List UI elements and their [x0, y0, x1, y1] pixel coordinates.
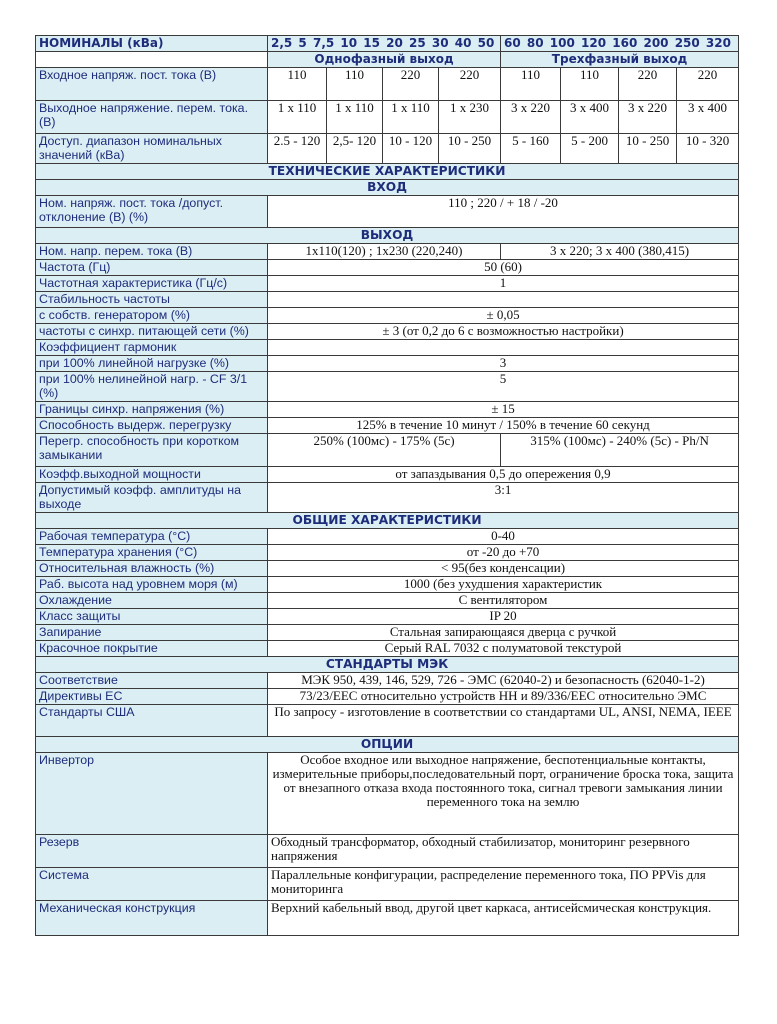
section-general: [36, 513, 739, 529]
spec-row: [36, 356, 739, 372]
row-label: Входное напряж. пост. тока (В): [36, 68, 268, 101]
single-phase-output: Однофазный выход: [268, 52, 501, 68]
row-value: 1 х 110: [327, 101, 383, 134]
row-value: 1000 (без ухудшения характеристик: [268, 577, 739, 593]
row-value: ± 3 (от 0,2 до 6 с возможностью настройки): [268, 324, 739, 340]
row-value: 3 х 400: [561, 101, 619, 134]
row-value: 220: [383, 68, 439, 101]
row-label: Выходное напряжение. перем. тока. (В): [36, 101, 268, 134]
row-value: 2.5 - 120: [268, 134, 327, 164]
row-value: 3 х 220: [501, 101, 561, 134]
row-label: Запирание: [36, 625, 268, 641]
row-value: ± 0,05: [268, 308, 739, 324]
options-row: [36, 835, 739, 868]
row-label: с собств. генератором (%): [36, 308, 268, 324]
row-label: Директивы ЕС: [36, 689, 268, 705]
spec-row: [36, 418, 739, 434]
spec-row: [36, 372, 739, 402]
row-value-single-phase: 1х110(120) ; 1х230 (220,240): [268, 244, 501, 260]
row-label: Стандарты США: [36, 705, 268, 737]
row-label: Допустимый коэфф. амплитуды на выходе: [36, 483, 268, 513]
spec-row: [36, 529, 739, 545]
row-value: 50 (60): [268, 260, 739, 276]
section-output: [36, 228, 739, 244]
spec-row: [36, 292, 739, 308]
spec-row: [36, 276, 739, 292]
row-value: 110: [327, 68, 383, 101]
section-general-title: ОБЩИЕ ХАРАКТЕРИСТИКИ: [36, 513, 739, 529]
spec-row: [36, 609, 739, 625]
spec-row: [36, 483, 739, 513]
spec-row: [36, 561, 739, 577]
row-value: 3 х 400: [677, 101, 739, 134]
row-value: 110 ; 220 / + 18 / -20: [268, 196, 739, 228]
row-label: Соответствие: [36, 673, 268, 689]
spec-row: [36, 260, 739, 276]
row-value: 1 х 110: [268, 101, 327, 134]
spec-row: [36, 308, 739, 324]
spec-row: [36, 101, 739, 134]
row-label: Частотная характеристика (Гц/с): [36, 276, 268, 292]
section-options: [36, 737, 739, 753]
row-value: от запаздывания 0,5 до опережения 0,9: [268, 467, 739, 483]
single-phase-nominals: 2,5 5 7,5 10 15 20 25 30 40 50: [268, 36, 501, 52]
spec-table: [35, 35, 739, 936]
row-label: при 100% нелинейной нагр. - CF 3/1 (%): [36, 372, 268, 402]
row-value: 1 х 110: [383, 101, 439, 134]
row-value: Стальная запирающаяся дверца с ручкой: [268, 625, 739, 641]
section-options-title: ОПЦИИ: [36, 737, 739, 753]
row-label: Красочное покрытие: [36, 641, 268, 657]
header-row: [36, 36, 739, 52]
row-value: 2,5- 120: [327, 134, 383, 164]
row-value: 220: [677, 68, 739, 101]
row-value: 1 х 230: [439, 101, 501, 134]
row-label: при 100% линейной нагрузке (%): [36, 356, 268, 372]
spec-row: [36, 324, 739, 340]
row-label: Ном. напр. перем. тока (В): [36, 244, 268, 260]
row-label: Механическая конструкция: [36, 901, 268, 936]
row-value: 5 - 200: [561, 134, 619, 164]
row-value: Серый RAL 7032 с полуматовой текстурой: [268, 641, 739, 657]
row-value: Верхний кабельный ввод, другой цвет каркаса, антисейсмическая конструкция.: [268, 901, 739, 936]
spec-sheet: [35, 35, 738, 936]
row-value: [268, 340, 739, 356]
row-value: 0-40: [268, 529, 739, 545]
section-input: [36, 180, 739, 196]
row-value: По запросу - изготовление в соответствии со стандартами UL, ANSI, NEMA, IEEE: [268, 705, 739, 737]
spec-row: [36, 689, 739, 705]
row-value: Особое входное или выходное напряжение, беспотенциальные контакты, измерительные приборы,последовательный порт, ограничение броска тока, защита от внезапного отказа входа постоянного тока, сигнал тревоги замыкания линии переменного тока на землю: [268, 753, 739, 835]
spec-row: [36, 625, 739, 641]
row-value: 125% в течение 10 минут / 150% в течение 60 секунд: [268, 418, 739, 434]
row-value: ± 15: [268, 402, 739, 418]
section-standards-title: СТАНДАРТЫ МЭК: [36, 657, 739, 673]
options-row: [36, 868, 739, 901]
three-phase-nominals: 60 80 100 120 160 200 250 320: [501, 36, 739, 52]
row-label: Температура хранения (°С): [36, 545, 268, 561]
row-value: 10 - 250: [439, 134, 501, 164]
spec-row: [36, 340, 739, 356]
spec-row: [36, 434, 739, 467]
row-value: [268, 292, 739, 308]
row-label: Стабильность частоты: [36, 292, 268, 308]
section-tech-title: ТЕХНИЧЕСКИЕ ХАРАКТЕРИСТИКИ: [36, 164, 739, 180]
row-value: 10 - 120: [383, 134, 439, 164]
row-value-three-phase: 3 х 220; 3 х 400 (380,415): [501, 244, 739, 260]
spec-table-top: [36, 36, 739, 68]
row-value: Обходный трансформатор, обходный стабилизатор, мониторинг резервного напряжения: [268, 835, 739, 868]
row-label: Коэфф.выходной мощности: [36, 467, 268, 483]
row-value: 1: [268, 276, 739, 292]
spec-row: [36, 673, 739, 689]
spec-row: [36, 467, 739, 483]
spec-row: [36, 68, 739, 101]
row-label: Система: [36, 868, 268, 901]
row-value: 220: [619, 68, 677, 101]
row-value: < 95(без конденсации): [268, 561, 739, 577]
row-label: Частота (Гц): [36, 260, 268, 276]
row-label: Способность выдерж. перегрузку: [36, 418, 268, 434]
row-value: 110: [561, 68, 619, 101]
row-value: С вентилятором: [268, 593, 739, 609]
row-value-three-phase: 315% (100мс) - 240% (5с) - Ph/N: [501, 434, 739, 467]
spec-row: [36, 244, 739, 260]
row-value: 73/23/ЕЕС относительно устройств НН и 89/336/ЕЕС относительно ЭМС: [268, 689, 739, 705]
row-value: Параллельные конфигурации, распределение переменного тока, ПО PPVis для мониторинга: [268, 868, 739, 901]
row-label: Коэффициент гармоник: [36, 340, 268, 356]
row-value: МЭК 950, 439, 146, 529, 726 - ЭМС (62040-2) и безопасность (62040-1-2): [268, 673, 739, 689]
three-phase-output: Трехфазный выход: [501, 52, 739, 68]
nominals-title: НОМИНАЛЫ (кВа): [36, 36, 268, 52]
row-label: Раб. высота над уровнем моря (м): [36, 577, 268, 593]
spec-row: [36, 545, 739, 561]
section-tech: [36, 164, 739, 180]
options-row: [36, 753, 739, 835]
row-label: Перегр. способность при коротком замыкании: [36, 434, 268, 467]
section-input-title: ВХОД: [36, 180, 739, 196]
row-label: Относительная влажность (%): [36, 561, 268, 577]
spec-row: [36, 577, 739, 593]
row-value-single-phase: 250% (100мс) - 175% (5с): [268, 434, 501, 467]
options-row: [36, 901, 739, 936]
phase-row: [36, 52, 739, 68]
row-value: 3: [268, 356, 739, 372]
phase-row-blank: [36, 52, 268, 68]
row-label: Доступ. диапазон номинальных значений (кВа): [36, 134, 268, 164]
row-value: 3 х 220: [619, 101, 677, 134]
spec-row: [36, 134, 739, 164]
row-value: 10 - 320: [677, 134, 739, 164]
row-value: 5: [268, 372, 739, 402]
row-label: Границы синхр. напряжения (%): [36, 402, 268, 418]
section-output-title: ВЫХОД: [36, 228, 739, 244]
row-value: 110: [268, 68, 327, 101]
spec-row: [36, 402, 739, 418]
row-value: 5 - 160: [501, 134, 561, 164]
row-value: от -20 до +70: [268, 545, 739, 561]
row-value: 110: [501, 68, 561, 101]
spec-row: [36, 641, 739, 657]
spec-row: [36, 593, 739, 609]
spec-row: [36, 705, 739, 737]
row-label: Класс защиты: [36, 609, 268, 625]
row-value: IP 20: [268, 609, 739, 625]
section-standards: [36, 657, 739, 673]
row-label: Рабочая температура (°С): [36, 529, 268, 545]
row-label: Ном. напряж. пост. тока /допуст. отклонение (В) (%): [36, 196, 268, 228]
spec-table-body: [36, 68, 739, 936]
row-label: частоты с синхр. питающей сети (%): [36, 324, 268, 340]
spec-row: [36, 196, 739, 228]
row-label: Инвертор: [36, 753, 268, 835]
row-value: 10 - 250: [619, 134, 677, 164]
row-label: Резерв: [36, 835, 268, 868]
row-label: Охлаждение: [36, 593, 268, 609]
row-value: 220: [439, 68, 501, 101]
row-value: 3:1: [268, 483, 739, 513]
